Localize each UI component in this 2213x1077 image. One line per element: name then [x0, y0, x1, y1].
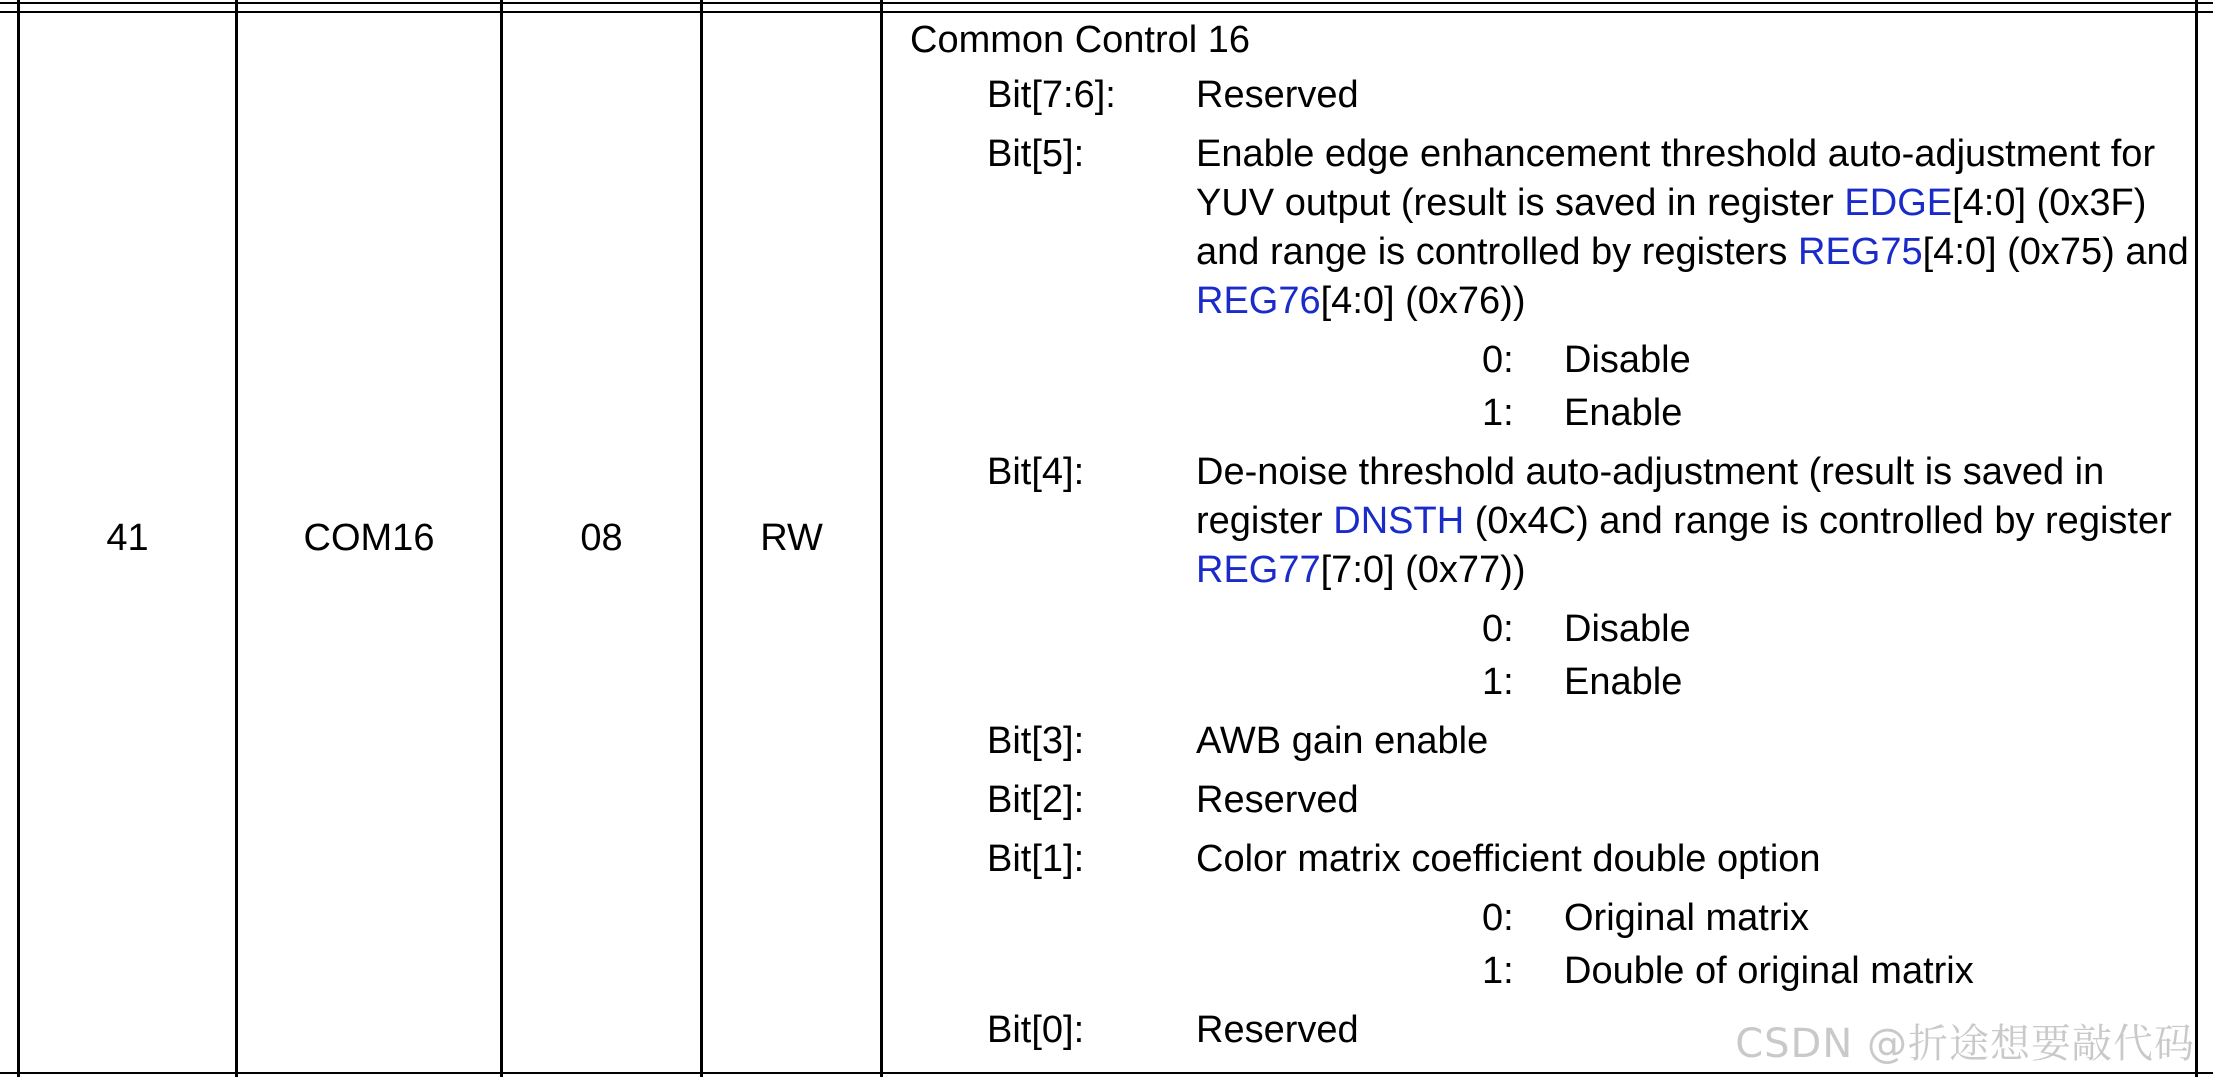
option-row [1196, 947, 2195, 996]
register-link-dnsth[interactable]: DNSTH [1333, 500, 1465, 542]
rw-cell: RW [760, 517, 823, 559]
watermark-text: CSDN @折途想要敲代码 [1735, 1021, 2195, 1067]
table-bottom-border [0, 1072, 2213, 1074]
bit-3 [910, 717, 2195, 766]
option-row [1196, 336, 2195, 385]
register-link-reg75[interactable]: REG75 [1798, 231, 1923, 273]
option-key: 0: [1482, 897, 1514, 939]
bit-4 [910, 448, 2195, 707]
bit-text-part: [4:0] (0x76)) [1320, 280, 1526, 322]
option-key: 1: [1482, 950, 1514, 992]
bit-text-part: De-noise threshold auto-adjustment (result is saved in register [1196, 451, 2105, 542]
bit-text-part: [4:0] (0x75) and [1922, 231, 2189, 273]
bit-2 [910, 776, 2195, 825]
bit-label: Bit[7:6]: [987, 74, 1116, 116]
bit-text-part: (0x4C) and range is controlled by register [1464, 500, 2172, 542]
option-row [1196, 605, 2195, 654]
option-row [1196, 658, 2195, 707]
register-name-cell: COM16 [303, 517, 435, 559]
bit-text: Reserved [1196, 779, 1359, 821]
description-cell [910, 16, 2195, 1065]
bit-text-part: [7:0] (0x77)) [1320, 549, 1526, 591]
option-value: Enable [1564, 392, 1683, 434]
option-key: 0: [1482, 608, 1514, 650]
option-value: Disable [1564, 608, 1691, 650]
bit-7-6 [910, 71, 2195, 120]
bit-text [1196, 448, 2195, 595]
bit-1 [910, 835, 2195, 996]
bit-text: Reserved [1196, 74, 1359, 116]
bit-text: AWB gain enable [1196, 720, 1489, 762]
address-cell: 41 [106, 517, 149, 559]
option-value: Disable [1564, 339, 1691, 381]
bit-label: Bit[4]: [987, 451, 1085, 493]
bit-label: Bit[2]: [987, 779, 1085, 821]
bit-5 [910, 130, 2195, 438]
default-value-cell: 08 [580, 517, 623, 559]
table-top-border [0, 2, 2213, 4]
bit-text-part: Enable edge enhancement threshold auto-adjustment for YUV output (result is saved in register [1196, 133, 2156, 224]
option-value: Double of original matrix [1564, 950, 1974, 992]
bit-text: Color matrix coefficient double option [1196, 838, 1821, 880]
option-value: Original matrix [1564, 897, 1809, 939]
bit-label: Bit[1]: [987, 838, 1085, 880]
column-divider [2195, 0, 2198, 1077]
option-key: 0: [1482, 339, 1514, 381]
bit-text-part: [4:0] (0x3F) and range is controlled by registers [1196, 182, 2147, 273]
register-link-reg77[interactable]: REG77 [1196, 549, 1321, 591]
column-divider [880, 0, 883, 1077]
bit-text [1196, 130, 2195, 326]
option-row [1196, 389, 2195, 438]
register-link-reg76[interactable]: REG76 [1196, 280, 1321, 322]
option-key: 1: [1482, 392, 1514, 434]
bit-label: Bit[0]: [987, 1009, 1085, 1051]
description-title: Common Control 16 [910, 19, 1251, 61]
option-value: Enable [1564, 661, 1683, 703]
bit-label: Bit[3]: [987, 720, 1085, 762]
option-key: 1: [1482, 661, 1514, 703]
bit-label: Bit[5]: [987, 133, 1085, 175]
bit-text: Reserved [1196, 1009, 1359, 1051]
option-row [1196, 894, 2195, 943]
register-link-edge[interactable]: EDGE [1844, 182, 1953, 224]
